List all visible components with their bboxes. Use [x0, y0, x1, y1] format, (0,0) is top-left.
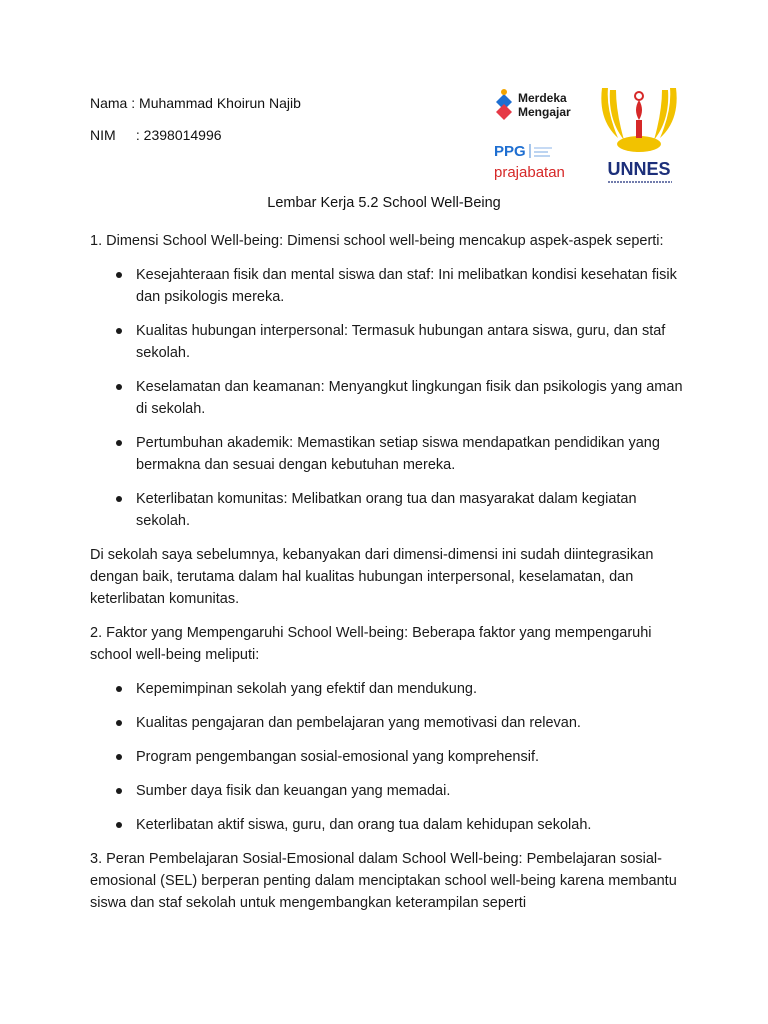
bullet-icon: [116, 754, 122, 760]
list-item: Kesejahteraan fisik dan mental siswa dan staf: Ini melibatkan kondisi kesehatan fisik dan psikologis mereka.: [136, 264, 690, 308]
student-nim-row: [90, 127, 222, 143]
list-item: Program pengembangan sosial-emosional yang komprehensif.: [136, 746, 690, 768]
unnes-text: UNNES: [607, 159, 671, 179]
section-1-list: [90, 264, 690, 532]
list-item: Pertumbuhan akademik: Memastikan setiap siswa mendapatkan pendidikan yang bermakna dan sesuai dengan kebutuhan mereka.: [136, 432, 690, 476]
section-1-intro: 1. Dimensi School Well-being: Dimensi school well-being mencakup aspek-aspek seperti:: [90, 233, 664, 249]
bullet-icon: [116, 788, 122, 794]
bullet-icon: [116, 440, 122, 446]
institution-logos: [490, 80, 680, 190]
merdeka-mengajar-logo: [496, 89, 571, 120]
ppg-prajabatan-logo: [494, 143, 565, 181]
section-2-intro: 2. Faktor yang Mempengaruhi School Well-being: Beberapa faktor yang mempengaruhi school well-being meliputi:: [90, 625, 652, 663]
name-separator: :: [131, 95, 136, 111]
bullet-icon: [116, 384, 122, 390]
list-item: Keterlibatan aktif siswa, guru, dan orang tua dalam kehidupan sekolah.: [136, 814, 690, 836]
list-item: Keselamatan dan keamanan: Menyangkut lingkungan fisik dan psikologis yang aman di sekolah.: [136, 376, 690, 420]
list-item: Kualitas hubungan interpersonal: Termasuk hubungan antara siswa, guru, dan staf sekolah.: [136, 320, 690, 364]
name-label: Nama: [90, 95, 128, 111]
bullet-icon: [116, 328, 122, 334]
section-2-list: [90, 678, 690, 836]
bullet-icon: [116, 496, 122, 502]
section-1-outro: Di sekolah saya sebelumnya, kebanyakan dari dimensi-dimensi ini sudah diintegrasikan dengan baik, terutama dalam hal kualitas hubungan interpersonal, keselamatan, dan keterlibatan komunitas.: [90, 547, 654, 607]
student-name: Muhammad Khoirun Najib: [139, 95, 301, 111]
prajabatan-text: prajabatan: [494, 164, 565, 181]
list-item: Kualitas pengajaran dan pembelajaran yang memotivasi dan relevan.: [136, 712, 690, 734]
list-item: Keterlibatan komunitas: Melibatkan orang tua dan masyarakat dalam kegiatan sekolah.: [136, 488, 690, 532]
section-3-intro: 3. Peran Pembelajaran Sosial-Emosional dalam School Well-being: Pembelajaran sosial-emosional (SEL) berperan penting dalam menciptakan school well-being karena membantu siswa dan staf sekolah untuk mengembangkan keterampilan seperti: [90, 851, 677, 911]
worksheet-body: [90, 230, 690, 926]
mengajar-text: Mengajar: [518, 105, 571, 119]
nim-label: NIM: [90, 127, 116, 143]
student-nim: 2398014996: [143, 127, 222, 143]
bullet-icon: [116, 720, 122, 726]
ppg-text: PPG: [494, 143, 526, 160]
unnes-logo: [601, 88, 676, 182]
list-item: Sumber daya fisik dan keuangan yang memadai.: [136, 780, 690, 802]
bullet-icon: [116, 686, 122, 692]
bullet-icon: [116, 822, 122, 828]
nim-separator: :: [135, 127, 140, 143]
student-name-row: [90, 95, 301, 111]
list-item: Kepemimpinan sekolah yang efektif dan mendukung.: [136, 678, 690, 700]
merdeka-text: Merdeka: [518, 91, 567, 105]
bullet-icon: [116, 272, 122, 278]
worksheet-title: Lembar Kerja 5.2 School Well-Being: [267, 195, 501, 211]
